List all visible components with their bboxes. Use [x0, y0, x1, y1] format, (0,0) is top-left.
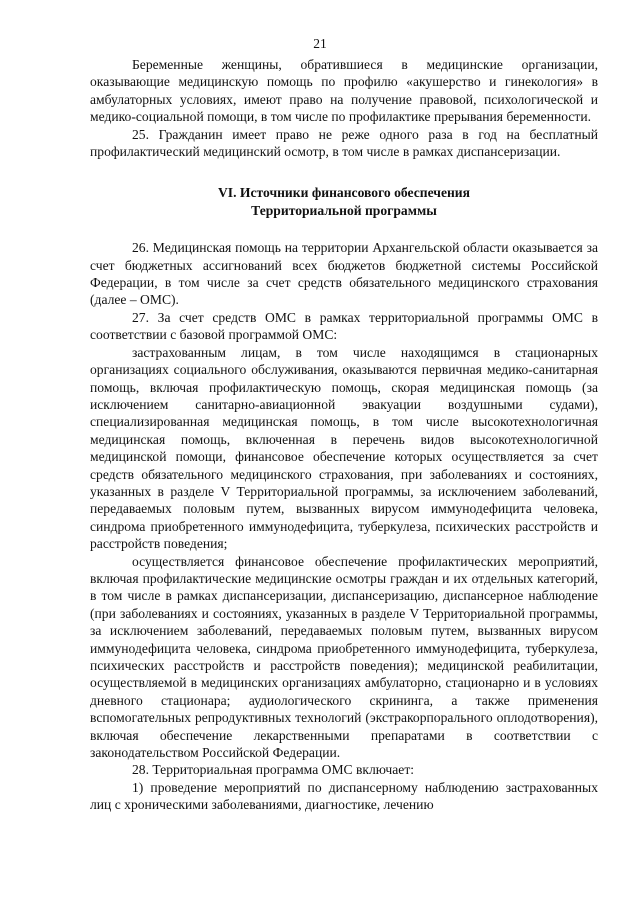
section-heading-line1: VI. Источники финансового обеспечения	[217, 185, 470, 201]
paragraph-28: 28. Территориальная программа ОМС включает:	[132, 762, 415, 778]
document-body	[90, 56, 598, 814]
paragraph-26: 26. Медицинская помощь на территории Архангельской области оказывается за счет бюджетных ассигнований всех бюджетов бюджетной системы Российской Федерации, в том числе за счет средств обязательного медицинского страхования (далее – ОМС).	[90, 240, 598, 308]
page-number: 21	[313, 36, 327, 51]
paragraph-28-item-1: 1) проведение мероприятий по диспансерному наблюдению застрахованных лиц с хроническими заболеваниями, диагностике, лечению	[90, 779, 598, 813]
paragraph-27: 27. За счет средств ОМС в рамках территориальной программы ОМС в соответствии с базовой программой ОМС:	[90, 309, 598, 343]
section-heading	[90, 184, 598, 219]
paragraph-financing-prevention: осуществляется финансовое обеспечение профилактических мероприятий, включая профилактические медицинские осмотры граждан и их отдельных категорий, в том числе в рамках диспансеризации, диспансеризацию, диспансерное наблюдение (при заболеваниях и состояниях, указанных в разделе V Территориальной программы, за исключением заболеваний, передаваемых половым путем, вызванных вирусом иммунодефицита человека, синдрома приобретенного иммунодефицита, туберкулеза, психических расстройств и расстройств поведения); медицинской реабилитации, осуществляемой в медицинских организациях амбулаторно, стационарно и в условиях дневного стационара; аудиологического скрининга, а также применения вспомогательных репродуктивных технологий (экстракорпорального оплодотворения), включая обеспечение лекарственными препаратами в соответствии с законодательством Российской Федерации.	[90, 553, 598, 761]
paragraph-pregnant-women: Беременные женщины, обратившиеся в медицинские организации, оказывающие медицинскую помощь по профилю «акушерство и гинекология» в амбулаторных условиях, имеют право на получение правовой, психологической и медико-социальной помощи, в том числе по профилактике прерывания беременности.	[90, 57, 598, 125]
paragraph-insured-persons: застрахованным лицам, в том числе находящимся в стационарных организациях социального обслуживания, оказываются первичная медико-санитарная помощь, включая профилактическую помощь, скорая медицинская помощь (за исключением санитарно-авиационной эвакуации воздушными судами), специализированная медицинская помощь, в том числе высокотехнологичная медицинская помощь, включенная в перечень видов высокотехнологичной медицинской помощи, финансовое обеспечение которых осуществляется за счет средств обязательного медицинского страхования, при заболеваниях и состояниях, указанных в разделе V Территориальной программы, за исключением заболеваний, передаваемых половым путем, вызванных вирусом иммунодефицита человека, синдрома приобретенного иммунодефицита, туберкулеза, психических расстройств и расстройств поведения;	[90, 344, 598, 552]
section-heading-line2: Территориальной программы	[251, 202, 437, 218]
paragraph-25: 25. Гражданин имеет право не реже одного раза в год на бесплатный профилактический медицинский осмотр, в том числе в рамках диспансеризации.	[90, 126, 598, 160]
